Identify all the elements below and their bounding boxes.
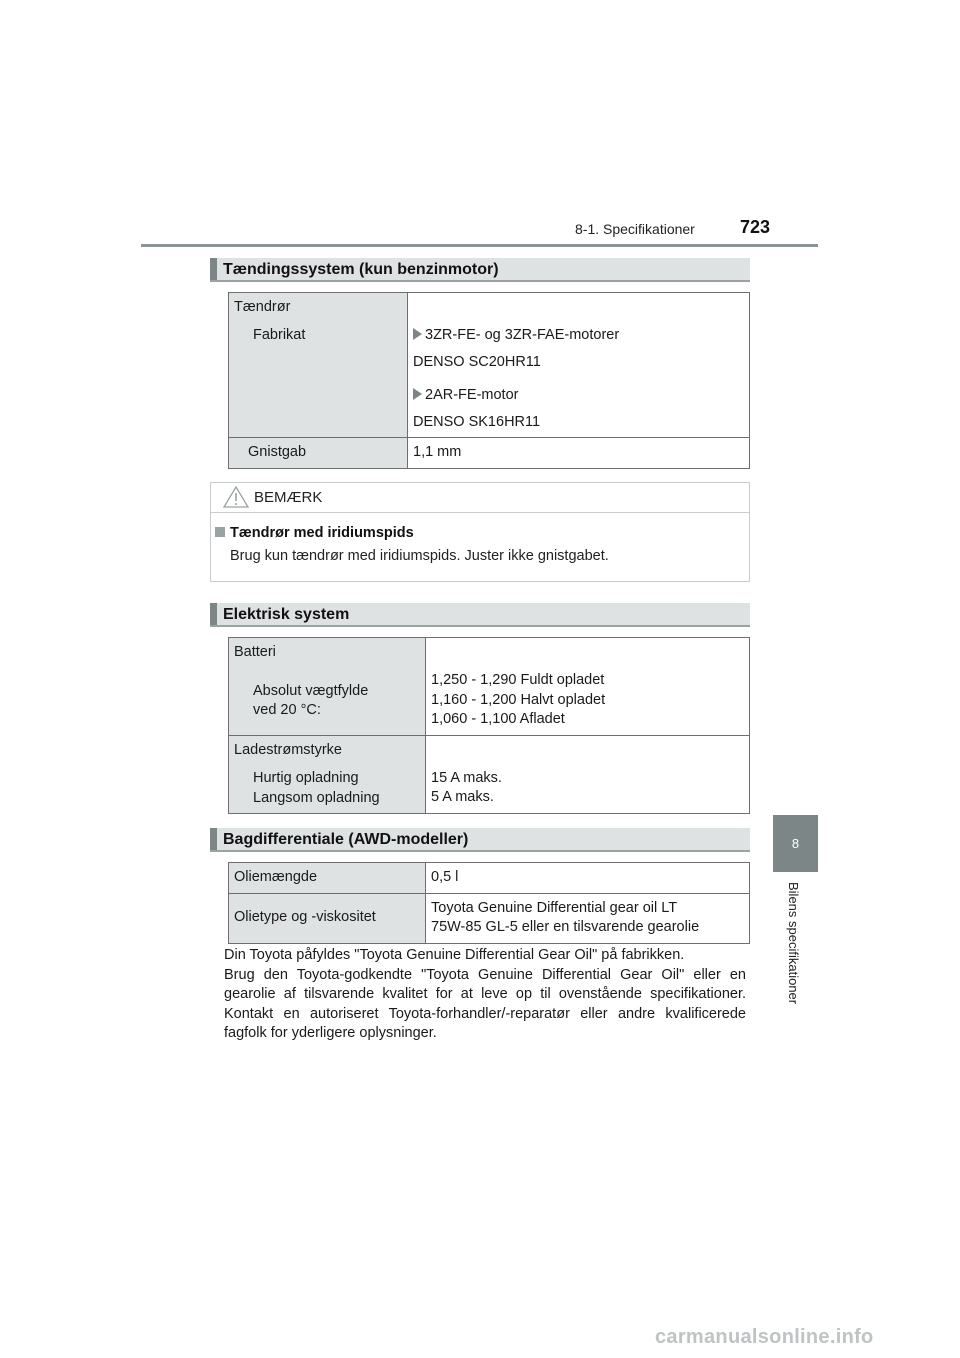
ignition-table	[228, 292, 750, 469]
table-key-cell	[229, 893, 426, 943]
square-bullet-icon	[215, 527, 225, 537]
row-sub-label: Absolut vægtfylde	[253, 682, 369, 699]
oil-type-value: 75W-85 GL-5 eller en tilsvarende gearolie	[431, 919, 700, 935]
row-group-label: Tændrør	[234, 299, 291, 315]
row-key-label: Oliemængde	[234, 869, 318, 885]
table-key-cell	[229, 735, 426, 814]
chapter-number: 8	[791, 836, 800, 851]
table-row	[229, 863, 750, 894]
battery-value: 1,060 - 1,100 Afladet	[431, 711, 565, 727]
section-heading-differential-text: Bagdifferentiale (AWD-modeller)	[223, 831, 469, 848]
row-group-label: Batteri	[234, 644, 276, 660]
battery-value: 1,160 - 1,200 Halvt opladet	[431, 691, 606, 708]
spark-plug-value: DENSO SC20HR11	[413, 353, 541, 370]
chapter-tab-label-container	[780, 882, 810, 1022]
row-sub-label: Langsom opladning	[253, 789, 380, 806]
engine-variant-label: 2AR-FE-motor	[425, 387, 519, 403]
charging-value: 5 A maks.	[431, 789, 494, 805]
spark-plug-value: DENSO SK16HR11	[413, 413, 541, 430]
chapter-tab-label: Bilens specifikationer	[786, 882, 801, 1005]
table-value-cell	[408, 438, 750, 469]
page-number: 723	[740, 217, 771, 237]
table-value-cell	[426, 893, 750, 943]
watermark: carmanualsonline.info	[655, 1326, 874, 1348]
row-sub-label: Gnistgab	[248, 444, 307, 460]
info-paragraph	[224, 946, 746, 1044]
paragraph-line: fagfolk for yderligere oplysninger.	[224, 1025, 437, 1041]
table-row	[229, 293, 750, 438]
section-heading-electrical	[210, 603, 750, 627]
note-subtitle-text: Tændrør med iridiumspids	[230, 525, 414, 541]
section-heading-electrical-text: Elektrisk system	[223, 606, 350, 623]
battery-value: 1,250 - 1,290 Fuldt opladet	[431, 672, 605, 688]
note-box	[210, 482, 750, 582]
section-heading-ignition	[210, 258, 750, 282]
row-sub-label: Hurtig opladning	[253, 770, 359, 786]
paragraph-line: Brug den Toyota-godkendte "Toyota Genuine Differential Gear Oil" eller en	[224, 966, 746, 983]
section-title: 8-1. Specifikationer	[575, 221, 695, 237]
paragraph-line: Kontakt en autoriseret Toyota-forhandler/-reparatør eller andre kvalificerede	[224, 1005, 746, 1022]
row-sub-label: Fabrikat	[253, 326, 306, 343]
chapter-tab	[773, 815, 818, 872]
header-divider	[141, 244, 818, 247]
table-key-cell	[229, 293, 408, 438]
differential-table	[228, 862, 750, 944]
warning-icon	[223, 486, 249, 508]
note-subtitle	[215, 525, 414, 541]
paragraph-line: gearolie af tilsvarende kvalitet for at leve op til ovenstående specifikationer.	[224, 986, 746, 1002]
oil-type-value: Toyota Genuine Differential gear oil LT	[431, 899, 678, 916]
note-title: BEMÆRK	[254, 489, 323, 506]
table-row	[229, 735, 750, 814]
triangle-bullet-icon	[413, 328, 422, 340]
oil-quantity-value: 0,5 l	[431, 869, 459, 885]
section-heading-ignition-text: Tændingssystem (kun benzinmotor)	[223, 261, 499, 278]
table-row	[229, 438, 750, 469]
table-key-cell	[229, 438, 408, 469]
engine-variant-label: 3ZR-FE- og 3ZR-FAE-motorer	[425, 327, 620, 343]
table-key-cell	[229, 863, 426, 894]
triangle-bullet-icon	[413, 388, 422, 400]
table-value-cell	[426, 863, 750, 894]
engine-variant	[413, 326, 744, 346]
row-key-label: Olietype og -viskositet	[234, 909, 376, 926]
paragraph-line: Din Toyota påfyldes "Toyota Genuine Differential Gear Oil" på fabrikken.	[224, 947, 685, 963]
table-row	[229, 893, 750, 943]
charging-value: 15 A maks.	[431, 769, 502, 786]
note-header	[211, 483, 749, 513]
table-row	[229, 638, 750, 736]
table-value-cell	[408, 293, 750, 438]
spark-gap-value: 1,1 mm	[413, 444, 462, 460]
table-value-cell	[426, 735, 750, 814]
engine-variant	[413, 386, 744, 406]
table-value-cell	[426, 638, 750, 736]
row-sub-label: ved 20 °C:	[253, 702, 321, 718]
section-heading-differential	[210, 828, 750, 852]
note-body: Brug kun tændrør med iridiumspids. Juster ikke gnistgabet.	[230, 548, 609, 564]
row-group-label: Ladestrømstyrke	[234, 741, 342, 758]
electrical-table	[228, 637, 750, 814]
table-key-cell	[229, 638, 426, 736]
